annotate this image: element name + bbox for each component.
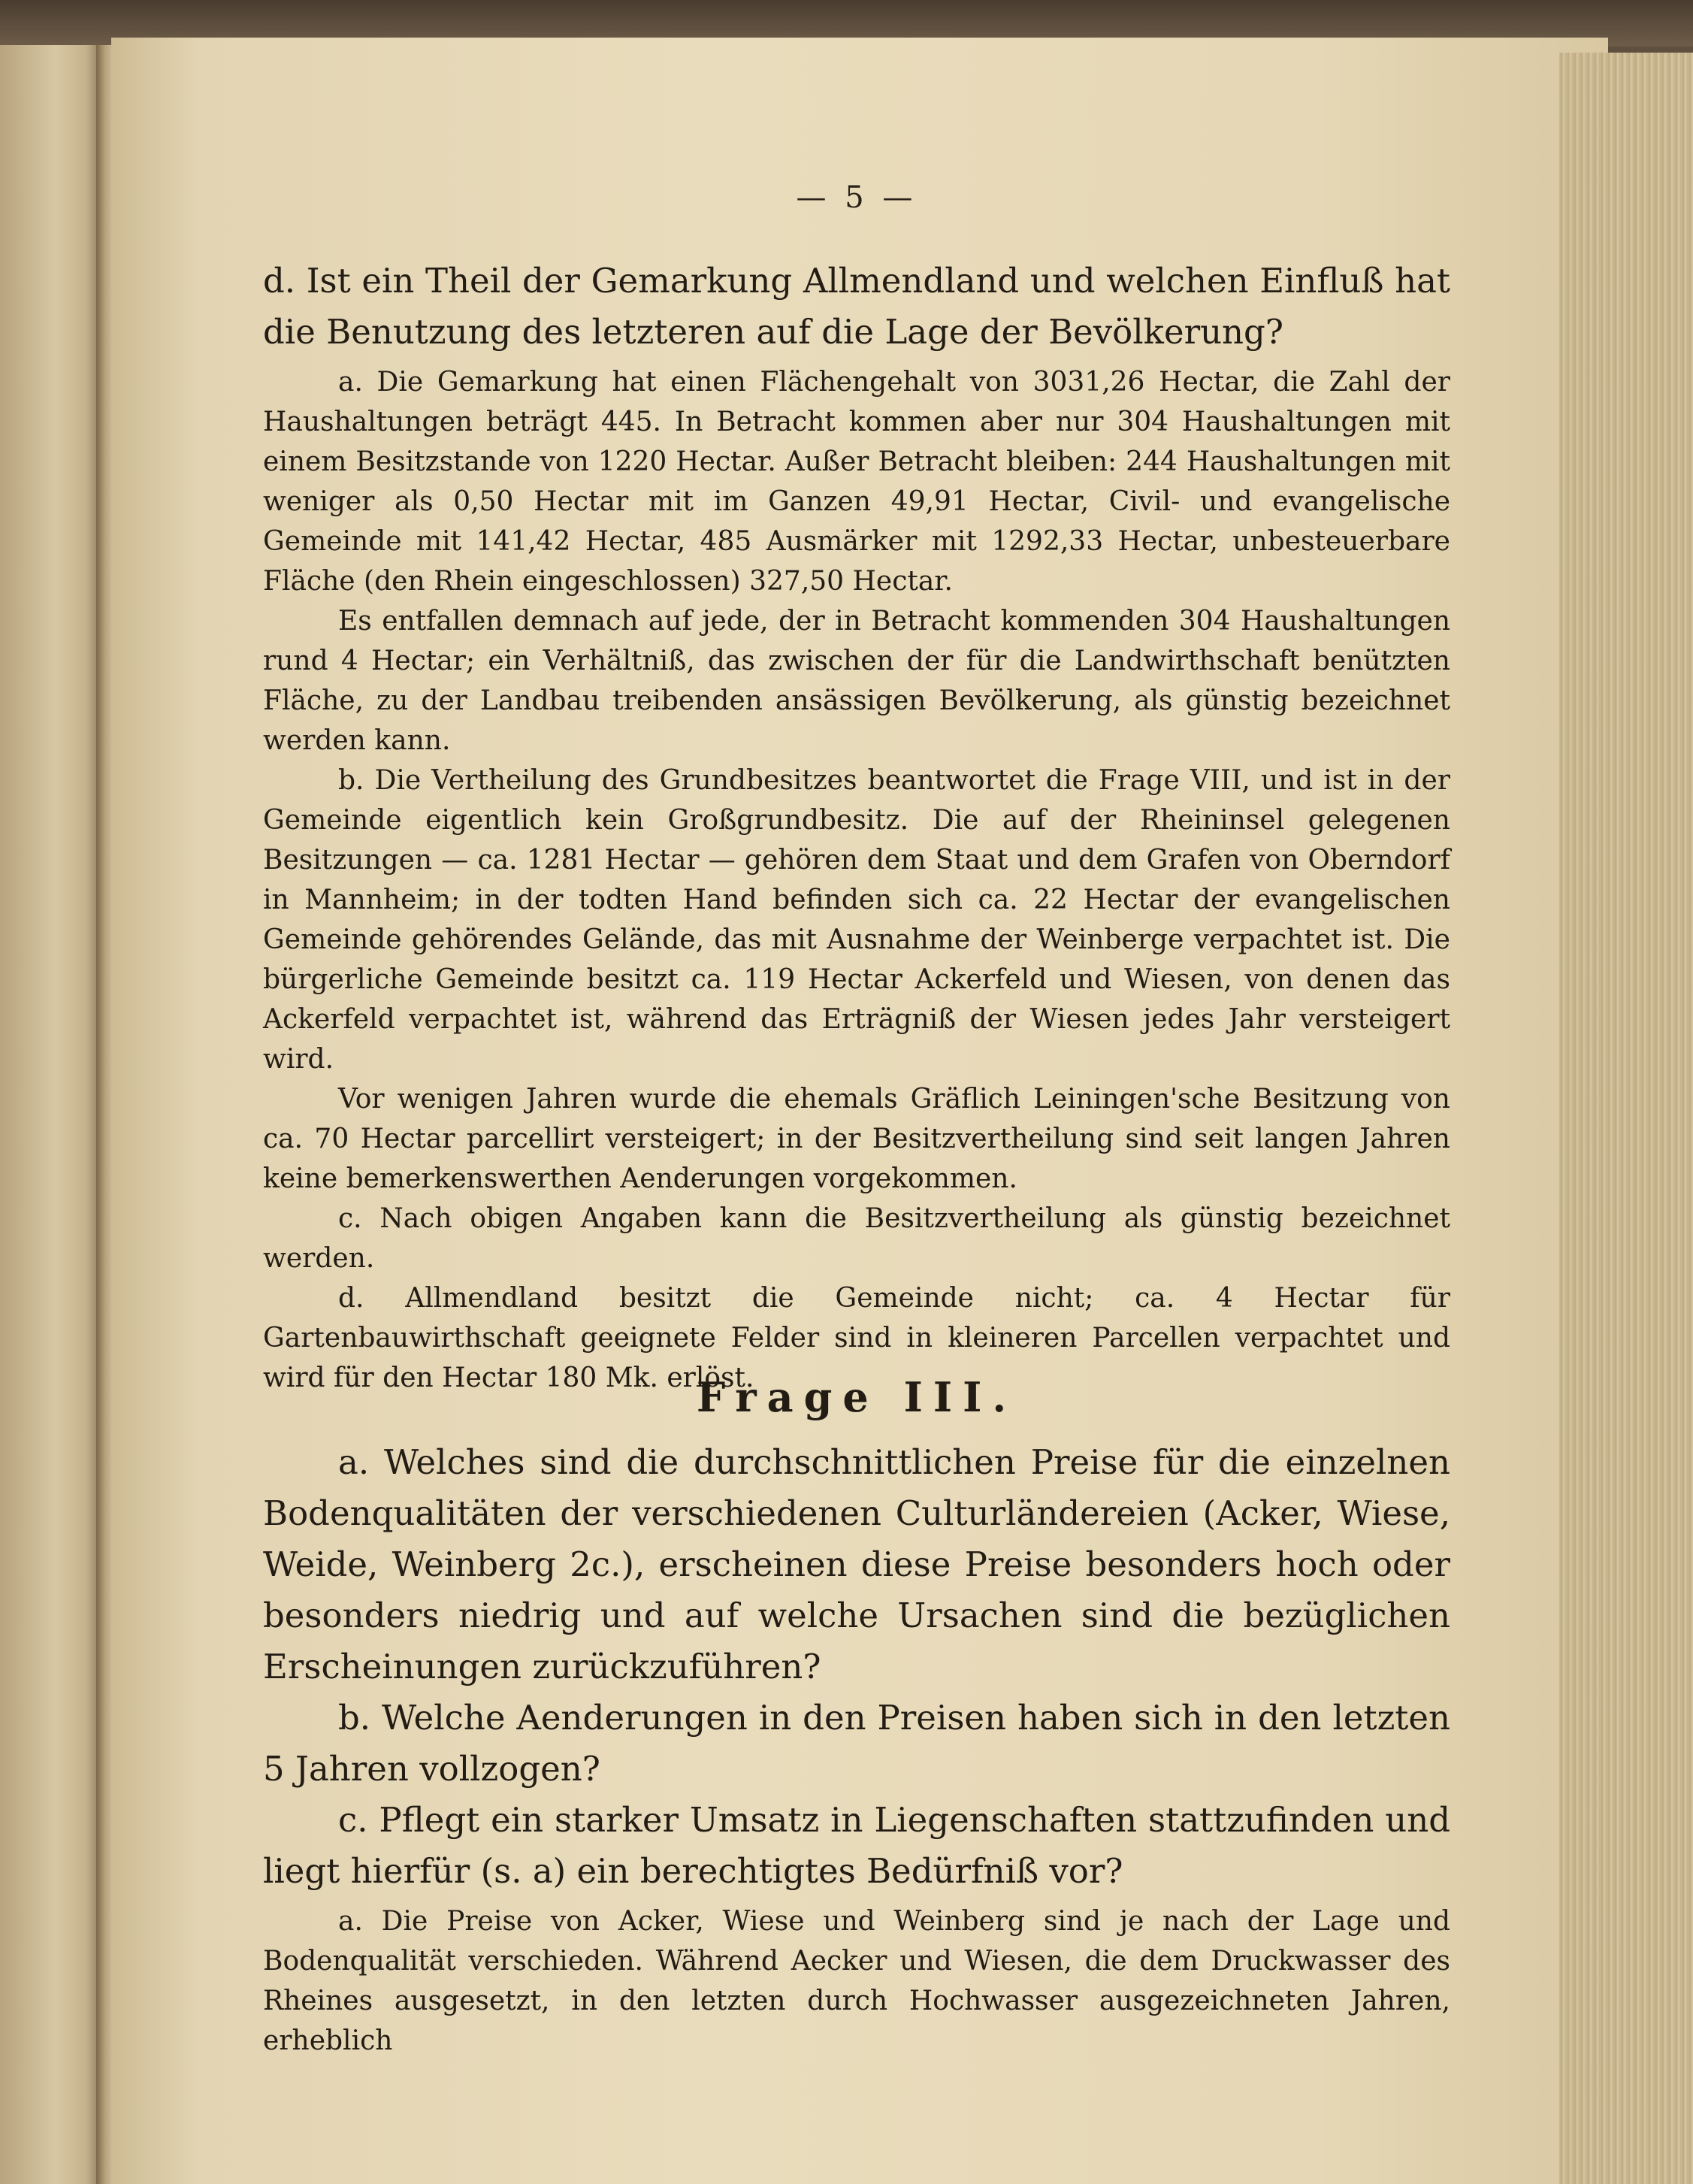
question-d: d. Ist ein Theil der Gemarkung Allmendland und welchen Einfluß hat die Benutzung des letzteren auf die Lage der Bevölkerung? [263, 261, 1450, 352]
frage-iii-answer-a: a. Die Preise von Acker, Wiese und Weinberg sind je nach der Lage und Bodenqualität verschieden. Während Aecker und Wiesen, die dem Druckwasser des Rheines ausgesetzt, in den letzten durch Hochwasser ausgezeichneten Jahren, erheblich [263, 1906, 1450, 2056]
frage-iii-section [263, 1353, 1450, 2061]
answer-b: b. Die Vertheilung des Grundbesitzes beantwortet die Frage VIII, und ist in der Gemeinde eigentlich kein Großgrundbesitz. Die auf der Rheininsel gelegenen Besitzungen — ca. 1281 Hectar — gehören dem Staat und dem Grafen von Oberndorf in Mannheim; in der todten Hand befinden sich ca. 22 Hectar der evangelischen Gemeinde gehörendes Gelände, das mit Ausnahme der Weinberge verpachtet ist. Die bürgerliche Gemeinde besitzt ca. 119 Hectar Ackerfeld und Wiesen, von denen das Ackerfeld verpachtet ist, während das Erträgniß der Wiesen jedes Jahr versteigert wird. [263, 765, 1450, 1075]
book-gutter [96, 45, 113, 2184]
page-number: — 5 — [796, 180, 918, 215]
frage-iii-question-b: b. Welche Aenderungen in den Preisen haben sich in den letzten 5 Jahren vollzogen? [263, 1698, 1450, 1789]
frage-iii-question-a: a. Welches sind die durchschnittlichen Preise für die einzelnen Bodenqualitäten der verschiedenen Culturländereien (Acker, Wiese, Weide, Weinberg 2c.), erscheinen diese Preise besonders hoch oder besonders niedrig und auf welche Ursachen sind die bezüglichen Erscheinungen zurückzuführen? [263, 1442, 1450, 1686]
answer-b-continued: Vor wenigen Jahren wurde die ehemals Gräflich Leiningen'sche Besitzung von ca. 70 Hectar parcellirt versteigert; in der Besitzvertheilung sind seit langen Jahren keine bemerkenswerthen Aenderungen vorgekommen. [263, 1084, 1450, 1194]
page-stack-edges [1559, 53, 1693, 2184]
answer-c: c. Nach obigen Angaben kann die Besitzvertheilung als günstig bezeichnet werden. [263, 1203, 1450, 1274]
frage-iii-heading: Frage III. [696, 1373, 1017, 1421]
frage-iii-question-c: c. Pflegt ein starker Umsatz in Liegenschaften stattzufinden und liegt hierfür (s. a) ein berechtigtes Bedürfniß vor? [263, 1800, 1450, 1891]
section-d [263, 256, 1450, 1398]
answer-a-continued: Es entfallen demnach auf jede, der in Betracht kommenden 304 Haushaltungen rund 4 Hectar; ein Verhältniß, das zwischen der für die Landwirthschaft benützten Fläche, zu der Landbau treibenden ansässigen Bevölkerung, als günstig bezeichnet werden kann. [263, 606, 1450, 756]
answer-a: a. Die Gemarkung hat einen Flächengehalt von 3031,26 Hectar, die Zahl der Haushaltungen beträgt 445. In Betracht kommen aber nur 304 Haushaltungen mit einem Besitzstande von 1220 Hectar. Außer Betracht bleiben: 244 Haushaltungen mit weniger als 0,50 Hectar mit im Ganzen 49,91 Hectar, Civil- und evangelische Gemeinde mit 141,42 Hectar, 485 Ausmärker mit 1292,33 Hectar, unbesteuerbare Fläche (den Rhein eingeschlossen) 327,50 Hectar. [263, 367, 1450, 597]
answer-d: d. Allmendland besitzt die Gemeinde nicht; ca. 4 Hectar für Gartenbauwirthschaft geeignete Felder sind in kleineren Parcellen verpachtet und wird für den Hectar 180 Mk. erlöst. [263, 1283, 1450, 1393]
left-page-edge [0, 45, 101, 2184]
